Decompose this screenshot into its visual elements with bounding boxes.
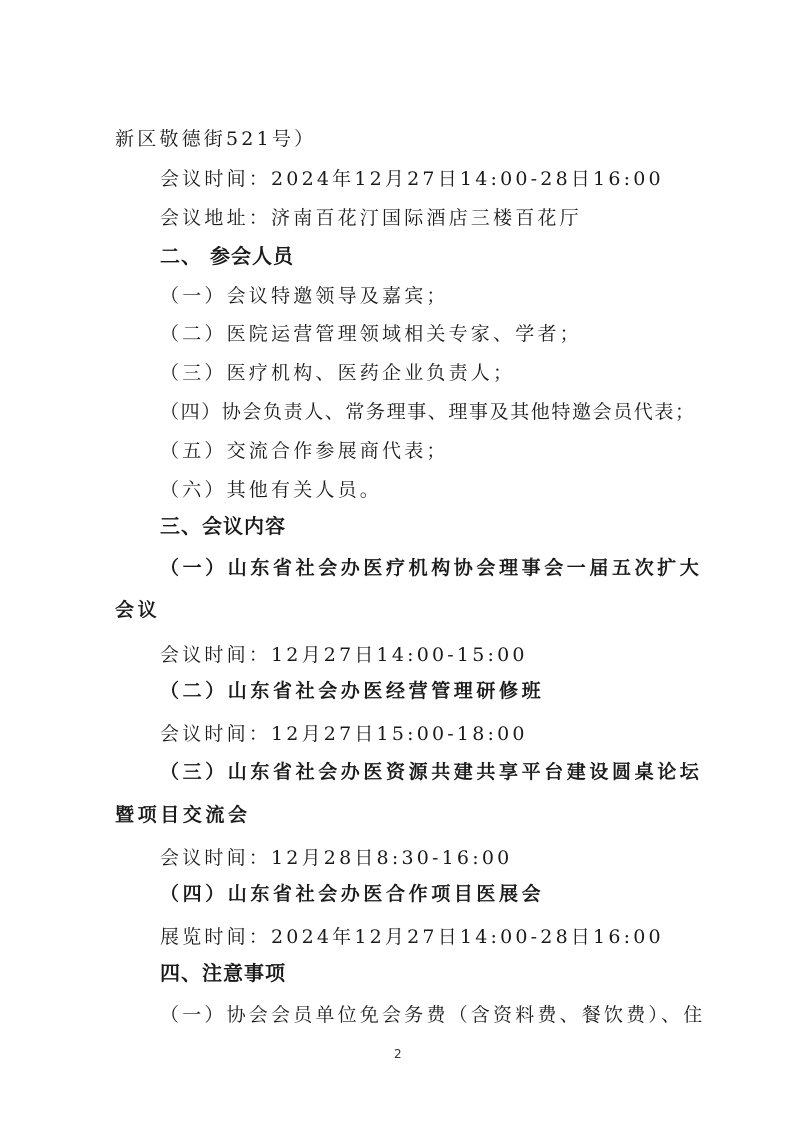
agenda-item-1-time: 会议时间：12月27日14:00-15:00 [160,644,528,666]
section-heading-content: 三、会议内容 [160,514,286,538]
address-continuation: 新区敬德街521号） [115,128,317,150]
agenda-item-4-time: 展览时间：2024年12月27日14:00-28日16:00 [160,926,664,948]
agenda-item-3-time: 会议时间：12月28日8:30-16:00 [160,847,513,869]
attendee-item-2: （二）医院运营管理领域相关专家、学者； [160,323,582,345]
attendee-item-1: （一）会议特邀领导及嘉宾； [160,285,449,307]
agenda-item-3-title: （三）山东省社会办医资源共建共享平台建设圆桌论坛 [160,761,703,783]
agenda-item-1-title-cont: 会议 [115,599,161,621]
agenda-item-2-time: 会议时间：12月27日15:00-18:00 [160,723,528,745]
notes-item-1: （一）协会会员单位免会务费（含资料费、餐饮费）、住 [160,1004,706,1026]
agenda-item-4-title: （四）山东省社会办医合作项目医展会 [160,883,545,905]
agenda-item-2-title: （二）山东省社会办医经营管理研修班 [160,680,545,702]
attendee-item-3: （三）医疗机构、医药企业负责人； [160,362,516,384]
page-number: 2 [394,1047,402,1061]
attendee-item-6: （六）其他有关人员。 [160,479,383,501]
attendee-item-5: （五）交流合作参展商代表； [160,440,449,462]
section-heading-notes: 四、注意事项 [160,961,286,985]
meeting-address: 会议地址：济南百花汀国际酒店三楼百花厅 [160,207,582,229]
agenda-item-3-title-cont: 暨项目交流会 [115,804,251,826]
meeting-time: 会议时间：2024年12月27日14:00-28日16:00 [160,168,664,190]
agenda-item-1-title: （一）山东省社会办医疗机构协会理事会一届五次扩大 [160,557,703,579]
section-heading-attendees: 二、 参会人员 [160,244,294,268]
attendee-item-4: （四）协会负责人、常务理事、理事及其他特邀会员代表； [160,401,696,423]
